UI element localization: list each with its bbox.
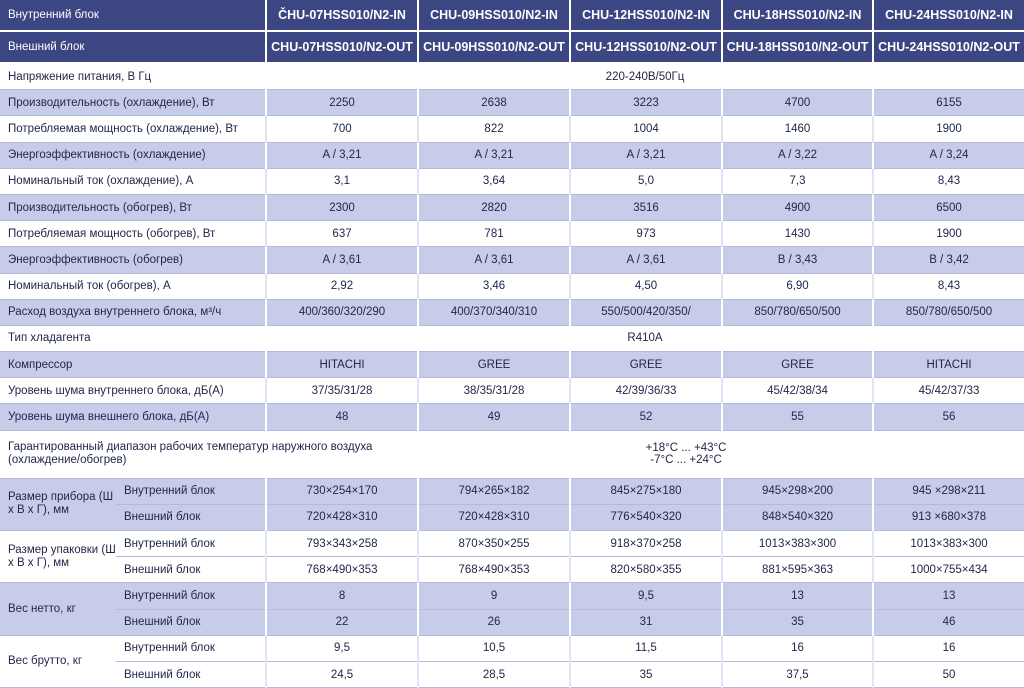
noise_out-value-1: 48 [266,404,418,430]
noise_in-value-4: 45/42/38/34 [722,378,873,404]
dims_unit-indoor-value-4: 945×298×200 [722,478,873,504]
cool_eff-value-1: A / 3,21 [266,142,418,168]
dims_unit-outdoor-value-2: 720×428×310 [418,504,570,530]
indoor-model-2: CHU-09HSS010/N2-IN [418,0,570,31]
row-cool_current [0,168,1024,194]
heat_current-value-4: 6,90 [722,273,873,299]
dims_unit-outdoor-value-4: 848×540×320 [722,504,873,530]
indoor-model-3: CHU-12HSS010/N2-IN [570,0,722,31]
outdoor-model-3: CHU-12HSS010/N2-OUT [570,31,722,63]
heat_eff-value-3: A / 3,61 [570,247,722,273]
heat_eff-value-5: B / 3,42 [873,247,1024,273]
dims_pack-indoor-value-2: 870×350×255 [418,531,570,557]
net_weight-indoor-label: Внутренний блок [116,583,266,609]
gross_weight-label: Вес брутто, кг [0,635,116,687]
noise_in-value-1: 37/35/31/28 [266,378,418,404]
cool_power-value-4: 1460 [722,116,873,142]
dims_unit-label: Размер прибора (Ш х В х Г), мм [0,478,116,530]
heat_capacity-value-3: 3516 [570,194,722,220]
row-heat_power [0,221,1024,247]
row-net_weight-outdoor [0,609,1024,635]
gross_weight-outdoor-value-5: 50 [873,661,1024,687]
dims_pack-outdoor-value-3: 820×580×355 [570,557,722,583]
noise_out-value-5: 56 [873,404,1024,430]
compressor-value-3: GREE [570,352,722,378]
cool_capacity-value-1: 2250 [266,90,418,116]
dims_unit-indoor-value-1: 730×254×170 [266,478,418,504]
row-compressor [0,352,1024,378]
cool_current-value-1: 3,1 [266,168,418,194]
row-refrigerant [0,325,1024,351]
gross_weight-indoor-value-4: 16 [722,635,873,661]
heat_eff-label: Энергоэффективность (обогрев) [0,247,266,273]
dims_unit-outdoor-value-3: 776×540×320 [570,504,722,530]
outdoor-model-2: CHU-09HSS010/N2-OUT [418,31,570,63]
heat_capacity-value-1: 2300 [266,194,418,220]
gross_weight-indoor-value-5: 16 [873,635,1024,661]
dims_pack-indoor-value-1: 793×343×258 [266,531,418,557]
row-cool_eff [0,142,1024,168]
cool_capacity-value-2: 2638 [418,90,570,116]
heat_current-value-1: 2,92 [266,273,418,299]
dims_pack-indoor-value-4: 1013×383×300 [722,531,873,557]
noise_in-label: Уровень шума внутреннего блока, дБ(А) [0,378,266,404]
heat_current-label: Номинальный ток (обогрев), А [0,273,266,299]
cool_eff-value-3: A / 3,21 [570,142,722,168]
cool_eff-value-5: A / 3,24 [873,142,1024,168]
row-dims_pack-indoor [0,531,1024,557]
temp-range-heating: -7°C ... +24°C [650,454,722,467]
gross_weight-outdoor-value-3: 35 [570,661,722,687]
compressor-value-5: HITACHI [873,352,1024,378]
cool_eff-value-2: A / 3,21 [418,142,570,168]
power_supply-label: Напряжение питания, В Гц [0,63,266,90]
refrigerant-value: R410A [266,325,1024,351]
row-gross_weight-indoor [0,635,1024,661]
cool_current-value-2: 3,64 [418,168,570,194]
dims_pack-outdoor-value-2: 768×490×353 [418,557,570,583]
gross_weight-indoor-value-1: 9,5 [266,635,418,661]
row-dims_unit-indoor [0,478,1024,504]
dims_pack-label: Размер упаковки (Ш х В х Г), мм [0,531,116,583]
cool_capacity-value-4: 4700 [722,90,873,116]
cool_capacity-value-5: 6155 [873,90,1024,116]
dims_pack-outdoor-label: Внешний блок [116,557,266,583]
dims_pack-outdoor-value-5: 1000×755×434 [873,557,1024,583]
heat_power-value-4: 1430 [722,221,873,247]
cool_current-label: Номинальный ток (охлаждение), А [0,168,266,194]
airflow-label: Расход воздуха внутреннего блока, м³/ч [0,299,266,325]
dims_pack-indoor-value-5: 1013×383×300 [873,531,1024,557]
indoor-model-5: CHU-24HSS010/N2-IN [873,0,1024,31]
heat_current-value-2: 3,46 [418,273,570,299]
compressor-value-1: HITACHI [266,352,418,378]
heat_capacity-value-5: 6500 [873,194,1024,220]
header-outdoor-label: Внешний блок [0,31,266,63]
row-noise_in [0,378,1024,404]
net_weight-indoor-value-5: 13 [873,583,1024,609]
net_weight-indoor-value-2: 9 [418,583,570,609]
row-net_weight-indoor [0,583,1024,609]
row-cool_capacity [0,90,1024,116]
cool_eff-value-4: A / 3,22 [722,142,873,168]
heat_current-value-3: 4,50 [570,273,722,299]
dims_pack-outdoor-value-4: 881×595×363 [722,557,873,583]
airflow-value-4: 850/780/650/500 [722,299,873,325]
cool_capacity-label: Производительность (охлаждение), Вт [0,90,266,116]
heat_capacity-value-2: 2820 [418,194,570,220]
net_weight-outdoor-value-5: 46 [873,609,1024,635]
temp-range-cooling: +18°C ... +43°C [645,442,727,455]
airflow-value-5: 850/780/650/500 [873,299,1024,325]
row-gross_weight-outdoor [0,661,1024,687]
cool_current-value-3: 5,0 [570,168,722,194]
heat_power-value-5: 1900 [873,221,1024,247]
row-noise_out [0,404,1024,430]
net_weight-outdoor-value-1: 22 [266,609,418,635]
dims_pack-outdoor-value-1: 768×490×353 [266,557,418,583]
row-dims_pack-outdoor [0,557,1024,583]
gross_weight-indoor-label: Внутренний блок [116,635,266,661]
heat_current-value-5: 8,43 [873,273,1024,299]
cool_power-value-2: 822 [418,116,570,142]
cool_capacity-value-3: 3223 [570,90,722,116]
dims_unit-indoor-value-5: 945 ×298×211 [873,478,1024,504]
heat_power-value-2: 781 [418,221,570,247]
row-heat_capacity [0,194,1024,220]
net_weight-indoor-value-1: 8 [266,583,418,609]
row-heat_eff [0,247,1024,273]
gross_weight-indoor-value-3: 11,5 [570,635,722,661]
net_weight-outdoor-value-4: 35 [722,609,873,635]
gross_weight-indoor-value-2: 10,5 [418,635,570,661]
net_weight-indoor-value-4: 13 [722,583,873,609]
outdoor-model-1: CHU-07HSS010/N2-OUT [266,31,418,63]
heat_eff-value-2: A / 3,61 [418,247,570,273]
noise_in-value-3: 42/39/36/33 [570,378,722,404]
row-heat_current [0,273,1024,299]
row-dims_unit-outdoor [0,504,1024,530]
cool_power-value-1: 700 [266,116,418,142]
net_weight-indoor-value-3: 9,5 [570,583,722,609]
noise_in-value-2: 38/35/31/28 [418,378,570,404]
dims_unit-outdoor-label: Внешний блок [116,504,266,530]
row-cool_power [0,116,1024,142]
outdoor-model-4: CHU-18HSS010/N2-OUT [722,31,873,63]
airflow-value-3: 550/500/420/350/ [570,299,722,325]
heat_power-value-3: 973 [570,221,722,247]
gross_weight-outdoor-label: Внешний блок [116,661,266,687]
heat_power-label: Потребляемая мощность (обогрев), Вт [0,221,266,247]
power_supply-value: 220-240В/50Гц [266,63,1024,90]
noise_in-value-5: 45/42/37/33 [873,378,1024,404]
dims_unit-outdoor-value-5: 913 ×680×378 [873,504,1024,530]
noise_out-value-2: 49 [418,404,570,430]
cool_power-label: Потребляемая мощность (охлаждение), Вт [0,116,266,142]
dims_unit-indoor-value-2: 794×265×182 [418,478,570,504]
heat_power-value-1: 637 [266,221,418,247]
temp_range-label: Гарантированный диапазон рабочих температур наружного воздуха (охлаждение/обогрев) [0,430,418,478]
compressor-value-4: GREE [722,352,873,378]
heat_capacity-value-4: 4900 [722,194,873,220]
dims_pack-indoor-value-3: 918×370×258 [570,531,722,557]
airflow-value-1: 400/360/320/290 [266,299,418,325]
net_weight-outdoor-value-2: 26 [418,609,570,635]
cool_current-value-5: 8,43 [873,168,1024,194]
cool_power-value-3: 1004 [570,116,722,142]
dims_pack-indoor-label: Внутренний блок [116,531,266,557]
noise_out-value-3: 52 [570,404,722,430]
compressor-label: Компрессор [0,352,266,378]
outdoor-model-5: CHU-24HSS010/N2-OUT [873,31,1024,63]
dims_unit-outdoor-value-1: 720×428×310 [266,504,418,530]
row-temp_range [0,430,1024,478]
gross_weight-outdoor-value-2: 28,5 [418,661,570,687]
cool_current-value-4: 7,3 [722,168,873,194]
dims_unit-indoor-label: Внутренний блок [116,478,266,504]
dims_unit-indoor-value-3: 845×275×180 [570,478,722,504]
airflow-value-2: 400/370/340/310 [418,299,570,325]
net_weight-label: Вес нетто, кг [0,583,116,635]
heat_capacity-label: Производительность (обогрев), Вт [0,194,266,220]
row-power_supply [0,63,1024,90]
row-airflow [0,299,1024,325]
temp_range-value [418,430,1024,478]
cool_eff-label: Энергоэффективность (охлаждение) [0,142,266,168]
net_weight-outdoor-label: Внешний блок [116,609,266,635]
header-row-indoor [0,0,1024,31]
compressor-value-2: GREE [418,352,570,378]
gross_weight-outdoor-value-4: 37,5 [722,661,873,687]
gross_weight-outdoor-value-1: 24,5 [266,661,418,687]
header-indoor-label: Внутренний блок [0,0,266,31]
heat_eff-value-4: B / 3,43 [722,247,873,273]
noise_out-label: Уровень шума внешнего блока, дБ(А) [0,404,266,430]
noise_out-value-4: 55 [722,404,873,430]
refrigerant-label: Тип хладагента [0,325,266,351]
heat_eff-value-1: A / 3,61 [266,247,418,273]
cool_power-value-5: 1900 [873,116,1024,142]
indoor-model-1: ČHU-07HSS010/N2-IN [266,0,418,31]
net_weight-outdoor-value-3: 31 [570,609,722,635]
header-row-outdoor [0,31,1024,63]
indoor-model-4: CHU-18HSS010/N2-IN [722,0,873,31]
